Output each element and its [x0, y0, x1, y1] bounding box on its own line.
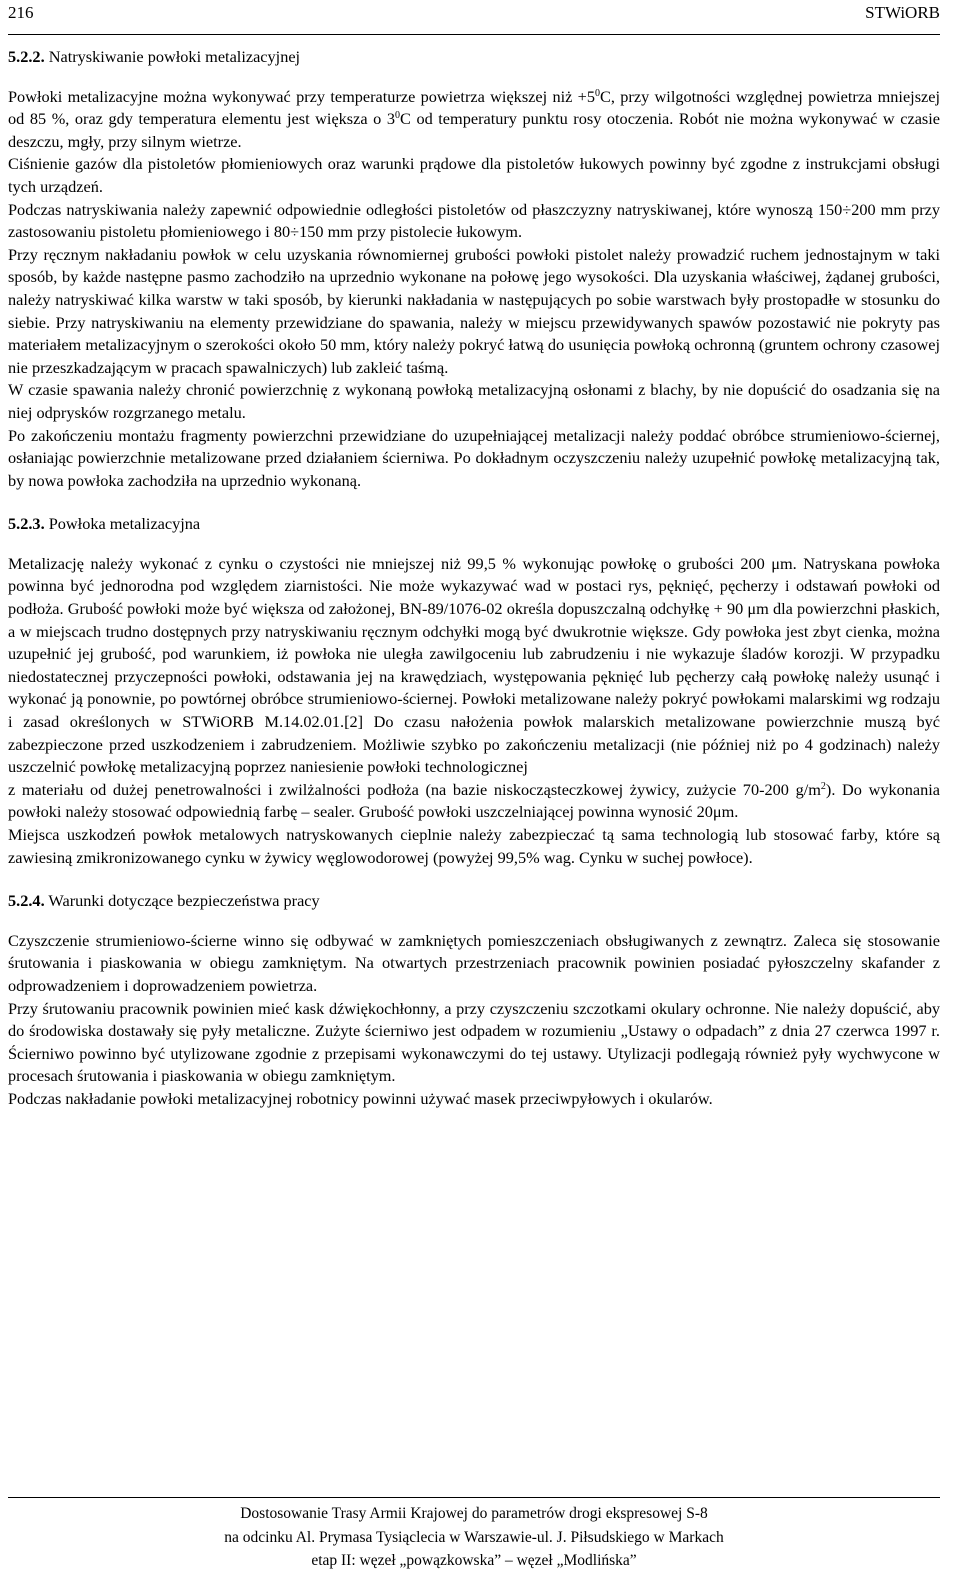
- footer-line: Dostosowanie Trasy Armii Krajowej do parametrów drogi ekspresowej S-8: [240, 1505, 708, 1522]
- paragraph: Podczas nakładanie powłoki metalizacyjnej robotnicy powinni używać masek przeciwpyłowych i okularów.: [8, 1088, 713, 1108]
- paragraph: Miejsca uszkodzeń powłok metalowych natryskowanych cieplnie należy zabezpieczać tą sama technologią lub stosować farby, które są zawiesiną zmikronizowanego cynku w żywicy węglowodorowej (powyżej 99,5% wag. Cynku w suchej powłoce).: [8, 825, 940, 867]
- section-heading-5-2-3: [8, 513, 940, 536]
- document-body: [8, 46, 940, 1111]
- paragraph: Po zakończeniu montażu fragmenty powierzchni przewidziane do uzupełniającej metalizacji należy poddać obróbce strumieniowo-ściernej, osłaniając powierzchnie metalizowane przed działaniem ścierniwa. Po dokładnym oczyszczeniu należy uzupełnić powłokę metalizacyjną tak, by nowa powłoka zachodziła na uprzednio wykonaną.: [8, 425, 940, 490]
- footer-rule: [8, 1497, 940, 1498]
- paragraph: W czasie spawania należy chronić powierzchnię z wykonaną powłoką metalizacyjną osłonami z blachy, by nie dopuścić do osadzania się na niej odprysków rozgrzanego metalu.: [8, 380, 940, 422]
- section-number: 5.2.4.: [8, 891, 45, 911]
- header-rule: [8, 34, 940, 35]
- paragraph: Przy śrutowaniu pracownik powinien mieć kask dźwiękochłonny, a przy czyszczeniu szczotkami okulary ochronne. Nie należy dopuścić, aby do środowiska dostawały się pyły metaliczne. Zużyte ściernіwo jest odpadem w rozumieniu „Ustawy o odpadach” z dnia 27 czerwca 1997 r. Ściernіwo powinno być utylizowane zgodnie z przepisami wykonawczymi do tej ustawy. Utylizacji podlegają również pyły wychwycone w procesach śrutowania i piaskowania w obiegu zamkniętym.: [8, 998, 940, 1086]
- document-page: [8, 0, 940, 1595]
- section-title: Powłoka metalizacyjna: [44, 514, 201, 534]
- section-title: Natryskiwanie powłoki metalizacyjnej: [44, 47, 301, 66]
- paragraph: Czyszczenie strumieniowo-ścierne winno się odbywać w zamkniętych pomieszczeniach obsługiwanych z zewnątrz. Zaleca się stosowanie śrutowania i piaskowania w obiegu zamkniętym. Na otwartych przestrzeniach pracownik powinien posiadać pyłoszczelny skafander z odprowadzeniem i doprowadzeniem powietrza.: [8, 930, 940, 995]
- footer-line: na odcinku Al. Prymasa Tysiąclecia w Warszawie-ul. J. Piłsudskiego w Markach: [224, 1528, 724, 1546]
- section-number: 5.2.2.: [8, 47, 45, 66]
- paragraph: Powłoki metalizacyjne można wykonywać przy temperaturze powietrza większej niż $+5^0C$, przy wilgotności względnej powietrza mniejszej od 85 %, oraz gdy temperatura elementu jest większa o $3^0C$ od temperatury punktu rosy otoczenia. Robót nie można wykonywać w czasie deszczu, mgły, przy silnym wietrze.: [8, 86, 941, 151]
- section-heading-5-2-4: [8, 890, 940, 913]
- page-header: [8, 2, 940, 28]
- page-number: 216: [8, 3, 34, 22]
- section-body-5-2-4: [8, 930, 940, 1111]
- section-body-5-2-3: [8, 553, 940, 869]
- section-body-5-2-2: [8, 86, 940, 493]
- paragraph: Ciśnienie gazów dla pistoletów płomieniowych oraz warunki prądowe dla pistoletów łukowych powinny być zgodne z instrukcjami obsługi tych urządzeń.: [8, 154, 940, 196]
- footer-line: etap II: węzeł „powązkowska” – węzeł „Modlińska”: [311, 1552, 637, 1569]
- paragraph: Podczas natryskiwania należy zapewnić odpowiednie odległości pistoletów od płaszczyzny natryskiwanej, które wynoszą 150÷200 mm przy zastosowaniu pistoletu płomieniowego i 80÷150 mm przy pistolecie łukowym.: [8, 199, 940, 242]
- paragraph: Metalizację należy wykonać z cynku o czystości nie mniejszej niż 99,5 % wykonując powłokę o grubości 200 μm. Natryskana powłoka powinna być jednorodna pod względem ziarnistości. Nie może wykazywać wad w postaci rys, pęknięć, pęcherzy i odstawań powłoki od podłoża. Grubość powłoki może być większa od założonej, BN-89/1076-02 określa dopuszczalną odchyłkę + 90 μm dla powierzchni płaskich, a w miejscach trudno dostępnych przy natryskiwaniu ręcznym odchyłki mogą być dwukrotnie większe. Gdy powłoka jest zbyt cienka, można uzupełnić jej grubość, pod warunkiem, iż powłoka nie uległa zawilgoceniu lub zabrudzeniu i nie wykazuje śladów korozji. W przypadku niedostatecznej przyczepności powłoki, odstawania jej na krawędziach, występowania pęknięć lub pęcherzy całą powłokę należy usunąć i wykonać ją ponownie, po powtórnej obróbce strumieniowo-ściernej. Powłoki metalizowane należy pokryć powłokami malarskimi wg rodzaju i zasad określonych w STWiORB M.14.02.01.[2] Do czasu nałożenia powłok malarskich metalizowane powierzchnie muszą być zabezpieczone przed uszkodzeniem i zabrudzeniem. Możliwie szybko po zakończeniu metalizacji (nie później niż po 4 godzinach) należy uszczelnić powłokę metalizacyjną poprzez naniesienie powłoki technologicznej: [8, 553, 940, 777]
- document-code: STWiORB: [865, 3, 940, 22]
- paragraph: z materiału od dużej penetrowalności i zwilżalności podłoża (na bazie niskocząsteczkowej żywicy, zużycie 70-200 $g/m^2$). Do wykonania powłoki należy stosować odpowiednią farbę – sealer. Grubość powłoki uszczelniającej powinna wynosić 20μm.: [8, 779, 941, 822]
- page-footer: [8, 1502, 940, 1573]
- section-heading-5-2-2: [8, 46, 940, 69]
- paragraph: Przy ręcznym nakładaniu powłok w celu uzyskania równomiernej grubości powłoki pistolet należy prowadzić ruchem jednostajnym w taki sposób, by każde następne pasmo zachodziło na uprzednio wykonane na połowę jego wysokości. Dla uzyskania właściwej, żądanej grubości, należy natryskiwać kilka warstw w taki sposób, by kierunki nakładania w następujących po sobie warstwach były prostopadłe w stosunku do siebie. Przy natryskiwaniu na elementy przewidziane do spawania, należy w miejscu przewidywanych spawów pozostawić nie pokryty pas materiałem metalizacyjnym o szerokości około 50 mm, który należy pokryć łatwą do usunięcia powłoką ochronną (gruntem ochrony czasowej nie przeszkadzającym w pracach spawalniczych) lub zakleić taśmą.: [8, 244, 940, 377]
- section-title: Warunki dotyczące bezpieczeństwa pracy: [44, 891, 320, 911]
- section-number: 5.2.3.: [8, 514, 45, 534]
